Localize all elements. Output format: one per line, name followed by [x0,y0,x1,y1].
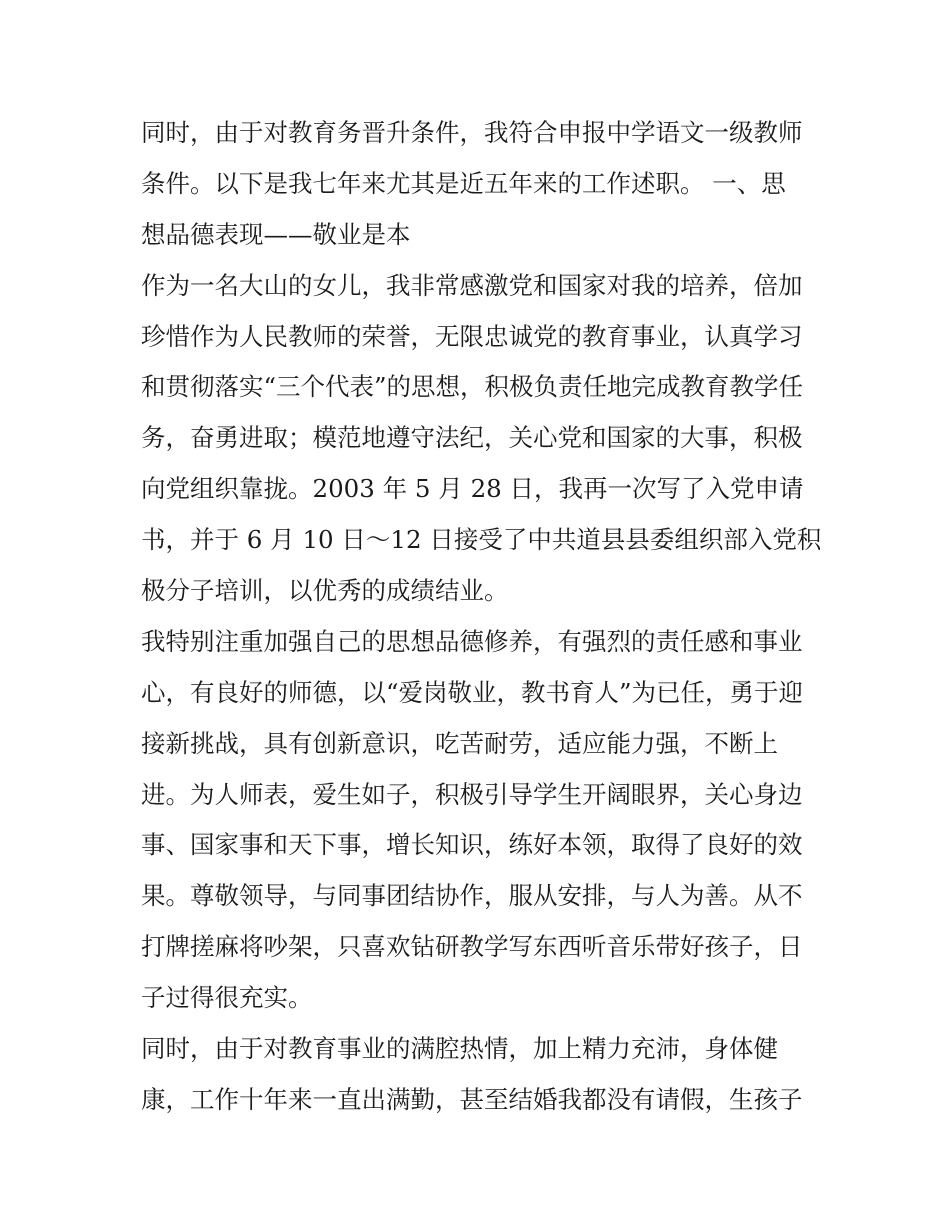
text-line: 想品德表现——敬业是本 [141,219,411,249]
text-line: 向党组织靠拢。2003 年 5 月 28 日，我再一次写了入党申请 [141,474,804,504]
text-line: 书，并于 6 月 10 日～12 日接受了中共道县县委组织部入党积 [141,525,822,555]
text-line: 我特别注重加强自己的思想品德修养，有强烈的责任感和事业 [141,626,803,656]
text-line: 接新挑战，具有创新意识，吃苦耐劳，适应能力强，不断上 [141,728,778,758]
text-line: 同时，由于对教育事业的满腔热情，加上精力充沛，身体健 [141,1034,778,1064]
body-text [141,108,821,1126]
text-line: 进。为人师表，爱生如子，积极引导学生开阔眼界，关心身边 [141,779,803,809]
text-line: 和贯彻落实“三个代表”的思想，积极负责任地完成教育教学任 [141,372,804,402]
text-line: 康，工作十年来一直出满勤，甚至结婚我都没有请假，生孩子 [141,1084,803,1114]
text-line: 事、国家事和天下事，增长知识，练好本领，取得了良好的效 [141,830,803,860]
text-line: 作为一名大山的女儿，我非常感激党和国家对我的培养，倍加 [141,270,803,300]
text-line: 同时，由于对教育务晋升条件，我符合申报中学语文一级教师 [141,118,803,147]
text-line: 心，有良好的师德，以“爱岗敬业，教书育人”为已任，勇于迎 [141,677,804,707]
text-line: 珍惜作为人民教师的荣誉，无限忠诚党的教育事业，认真学习 [141,321,803,351]
text-line: 子过得很充实。 [141,983,313,1013]
text-line: 打牌搓麻将吵架，只喜欢钻研教学写东西听音乐带好孩子，日 [141,932,803,962]
text-line: 务，奋勇进取；模范地遵守法纪，关心党和国家的大事，积极 [141,423,803,453]
text-line: 果。尊敬领导，与同事团结协作，服从安排，与人为善。从不 [141,881,803,911]
text-line: 极分子培训，以优秀的成绩结业。 [141,576,509,606]
text-line: 条件。以下是我七年来尤其是近五年来的工作述职。 一、思 [141,168,786,198]
